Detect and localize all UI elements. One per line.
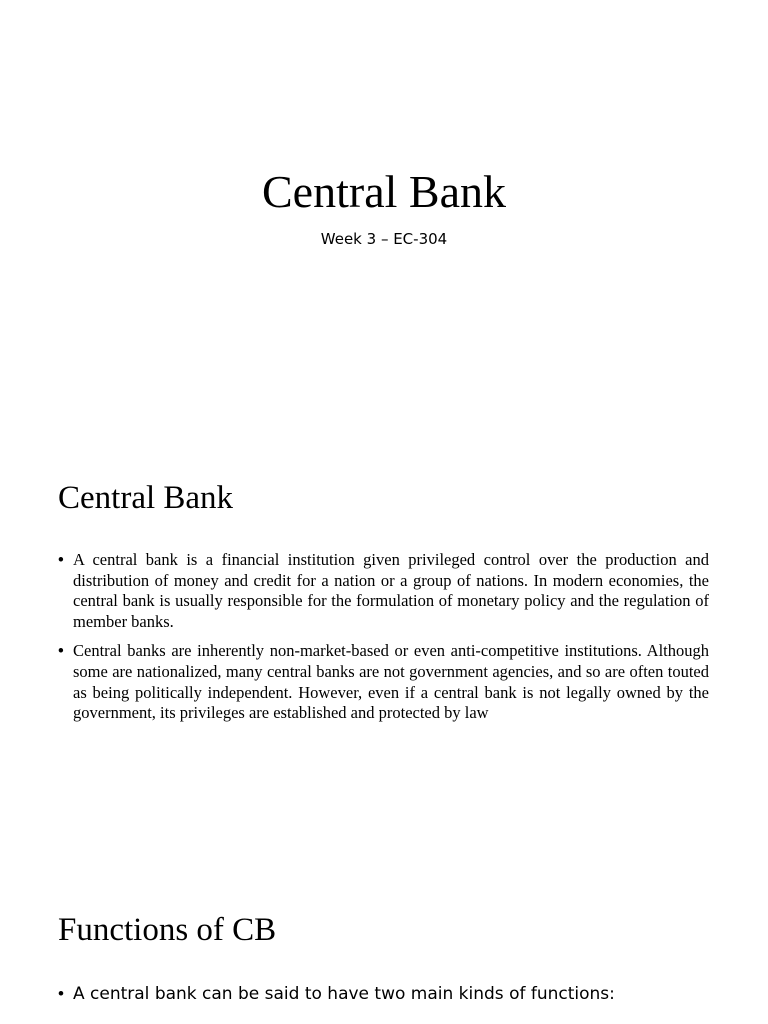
slide-title (0, 0, 768, 432)
bullet-item (58, 550, 709, 632)
bullet-item (58, 982, 709, 1006)
bullet-marker: • (58, 551, 64, 569)
slide-title-heading: Central Bank (262, 166, 506, 217)
slide-heading: Central Bank (58, 480, 234, 516)
slide-central-bank (0, 432, 768, 864)
bullet-list (58, 550, 709, 733)
slide-subtitle: Week 3 – EC-304 (320, 230, 448, 248)
bullet-item (58, 641, 709, 723)
bullet-list (58, 982, 709, 1015)
bullet-text: Central banks are inherently non-market-based or even anti-competitive institutions. Although some are nationalized, many central banks are not government agencies, and so are often touted as being politically independent. However, even if a central bank is not legally owned by the government, its privileges are established and protected by law (73, 641, 709, 723)
slide-heading: Functions of CB (58, 912, 277, 948)
bullet-text: A central bank can be said to have two main kinds of functions: (73, 984, 615, 1004)
bullet-marker: • (58, 642, 64, 661)
bullet-marker: • (58, 984, 64, 1003)
bullet-text: A central bank is a financial institution given privileged control over the production and distribution of money and credit for a nation or a group of nations. In modern economies, the central bank is usually responsible for the formulation of monetary policy and the regulation of member banks. (73, 550, 709, 631)
slide-functions-of-cb (0, 864, 768, 1024)
